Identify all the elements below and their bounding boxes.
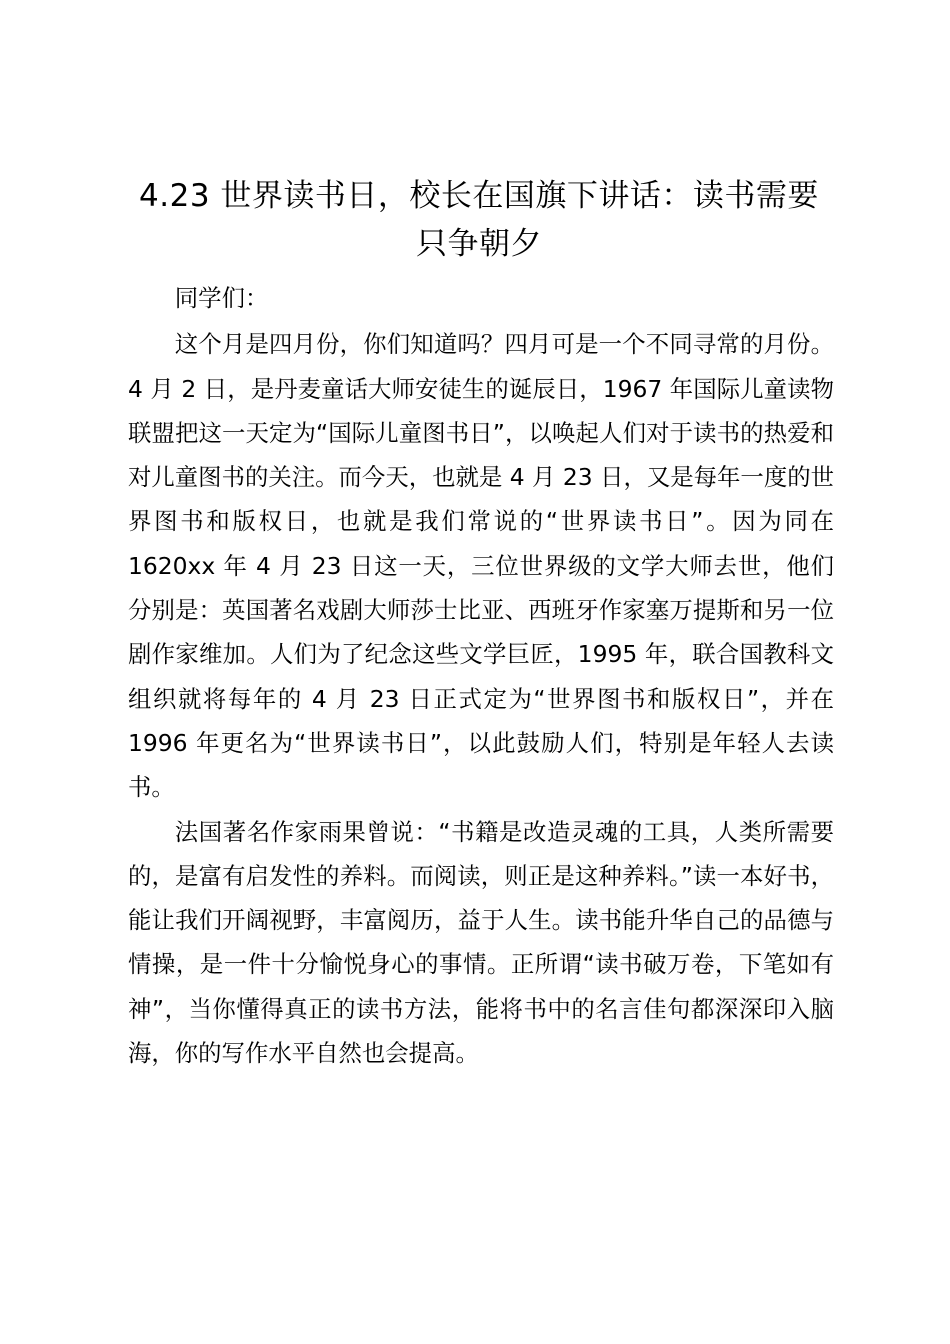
document-body (128, 276, 834, 1075)
greeting-line: 同学们： (174, 284, 269, 312)
paragraph-world-reading-day-history: 这个月是四月份，你们知道吗？四月可是一个不同寻常的月份。4 月 2 日，是丹麦童话大师安徒生的诞辰日，1967 年国际儿童读物联盟把这一天定为“国际儿童图书日”，以唤起人们对于读书的热爱和对儿童图书的关注。而今天，也就是 4 月 23 日，又是每年一度的世界图书和版权日，也就是我们常说的“世界读书日”。因为同在 1620xx 年 4 月 23 日这一天，三位世界级的文学大师去世，他们分别是：英国著名戏剧大师莎士比亚、西班牙作家塞万提斯和另一位剧作家维加。人们为了纪念这些文学巨匠，1995 年，联合国教科文组织就将每年的 4 月 23 日正式定为“世界图书和版权日”，并在 1996 年更名为“世界读书日”，以此鼓励人们，特别是年轻人去读书。 (128, 330, 834, 802)
document-title: 4.23 世界读书日，校长在国旗下讲话：读书需要只争朝夕 (139, 178, 819, 262)
paragraph-hugo-quote: 法国著名作家雨果曾说：“书籍是改造灵魂的工具，人类所需要的，是富有启发性的养料。而阅读，则正是这种养料。”读一本好书，能让我们开阔视野，丰富阅历，益于人生。读书能升华自己的品德与情操，是一件十分愉悦身心的事情。正所谓“读书破万卷，下笔如有神”，当你懂得真正的读书方法，能将书中的名言佳句都深深印入脑海，你的写作水平自然也会提高。 (128, 817, 834, 1068)
